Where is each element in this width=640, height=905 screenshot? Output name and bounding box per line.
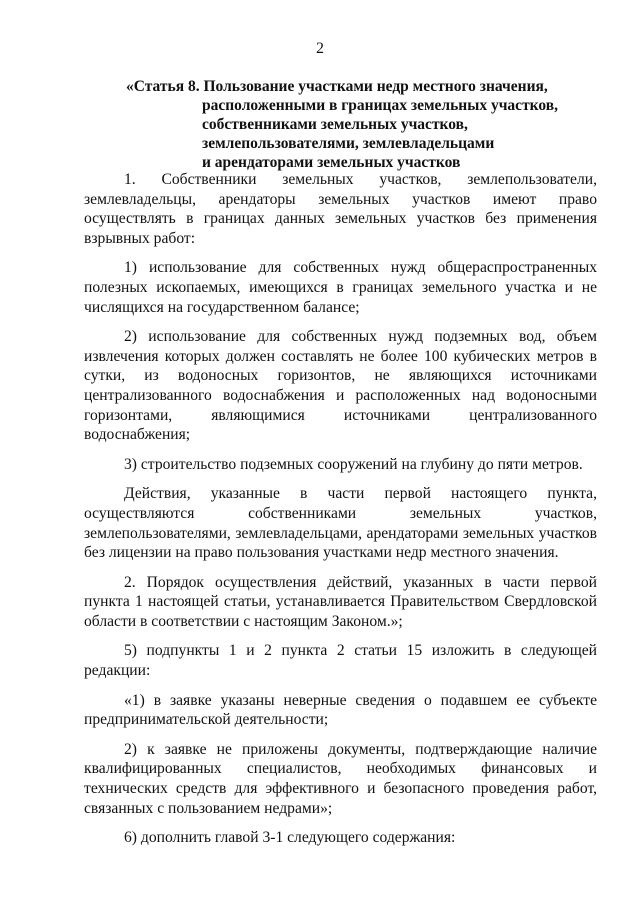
paragraph-new-subpoint-1: «1) в заявке указаны неверные сведения о подавшем ее субъекте предпринимательской деятельности;: [84, 691, 597, 729]
paragraph-new-subpoint-2: 2) к заявке не приложены документы, подтверждающие наличие квалифицированных специалистов, необходимых финансовых и технических средств для эффективного и безопасного проведения работ, связанных с пользованием недрами»;: [84, 740, 597, 817]
paragraph-point-1: 1. Собственники земельных участков, землепользователи, землевладельцы, арендаторы земельных участков имеют право осуществлять в границах данных земельных участков без применения взрывных работ:: [84, 171, 597, 247]
paragraph-subpoint-2: 2) использование для собственных нужд подземных вод, объем извлечения которых должен составлять не более 100 кубических метров в сутки, из водоносных горизонтов, не являющихся источниками централизованного водоснабжения и расположенных над водоносными горизонтами, являющимися источниками централизованного водоснабжения;: [84, 328, 597, 444]
paragraph-amendment-5: 5) подпункты 1 и 2 пункта 2 статьи 15 изложить в следующей редакции:: [84, 642, 597, 680]
paragraph-point-2: 2. Порядок осуществления действий, указанных в части первой пункта 1 настоящей статьи, устанавливается Правительством Свердловской области в соответствии с настоящим Законом.»;: [84, 573, 597, 630]
article-heading: [126, 77, 596, 172]
page-number: 2: [316, 40, 324, 57]
paragraph-subpoint-3: 3) строительство подземных сооружений на глубину до пяти метров.: [124, 455, 583, 473]
article-heading-line-5: и арендаторами земельных участков: [202, 154, 461, 171]
article-heading-line-4: землепользователями, землевладельцами: [202, 135, 495, 152]
paragraph-actions: Действия, указанные в части первой настоящего пункта, осуществляются собственниками земельных участков, землепользователями, землевладельцами, арендаторами земельных участков без лицензии на право пользования участками недр местного значения.: [84, 485, 597, 562]
article-heading-line-3: собственниками земельных участков,: [202, 116, 468, 133]
document-body: [84, 170, 597, 858]
paragraph-subpoint-1: 1) использование для собственных нужд общераспространенных полезных ископаемых, имеющихся в границах земельного участка и не числящихся на государственном балансе;: [84, 259, 597, 316]
article-heading-line-1: «Статья 8. Пользование участками недр местного значения,: [126, 78, 548, 95]
article-heading-line-2: расположенными в границах земельных участков,: [202, 97, 559, 114]
paragraph-amendment-6: 6) дополнить главой 3-1 следующего содержания:: [124, 829, 456, 847]
